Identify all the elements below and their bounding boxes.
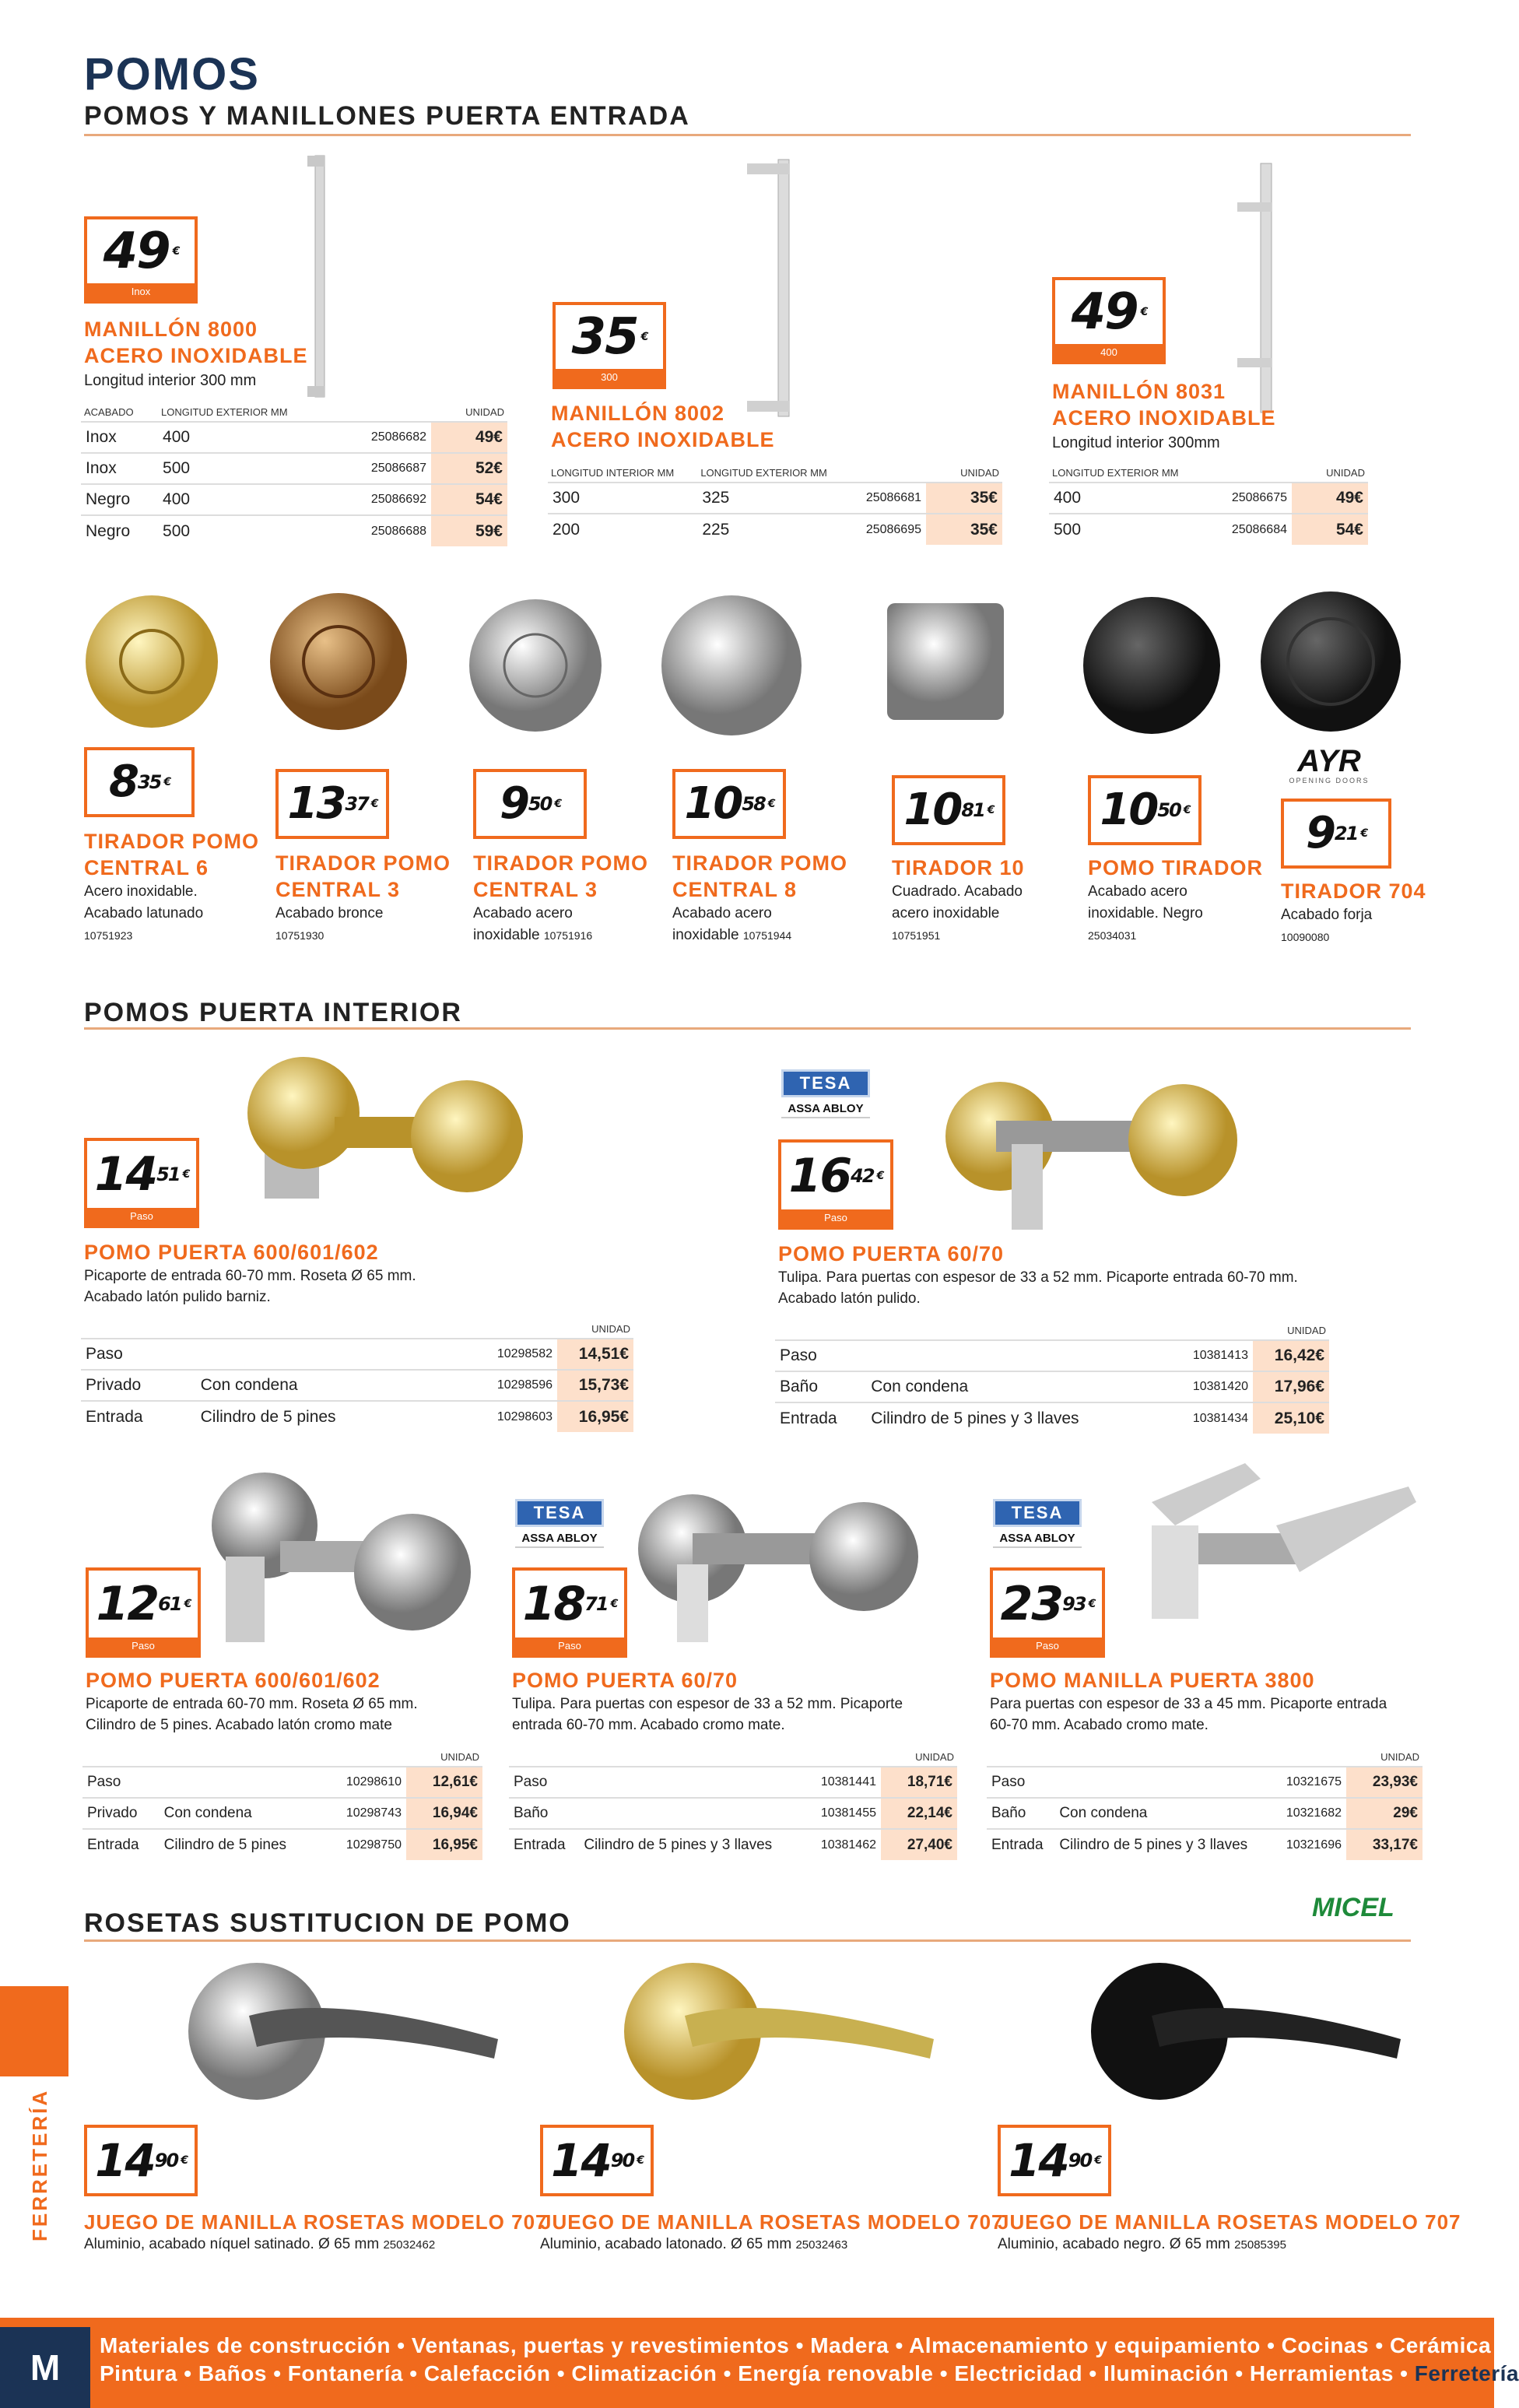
table-header: UNIDAD [960,467,999,479]
table-header: UNIDAD [591,1323,630,1335]
tesa-assa-abloy-logo: TESA ASSA ABLOY [781,1069,870,1118]
footer-link[interactable]: Materiales de construcción [100,2333,391,2357]
table-header [342,406,431,422]
knob-central-3-inox [469,599,602,732]
product-name: TIRADOR POMO CENTRAL 6 [84,830,259,879]
table-row: Negro 500 25086688 59€ [81,515,507,546]
table-header [1212,467,1292,483]
table-row: 300 325 25086681 35€ [548,483,1002,514]
knob-images [78,591,1416,732]
product-table [81,1323,633,1432]
product-name: JUEGO DE MANILLA ROSETAS MODELO 707 [84,2210,548,2234]
product-desc: Acabado acero inoxidable. Negro 25034031 [1088,883,1203,942]
product-name: TIRADOR POMO CENTRAL 3 [275,851,451,901]
table-header: LONGITUD EXTERIOR MM [1052,467,1179,479]
pomo-60-70-cromo-image [630,1479,926,1650]
product-name: TIRADOR POMO CENTRAL 3 [473,851,648,901]
product-name: POMO PUERTA 60/70 [512,1669,738,1692]
manillon-8000-image [307,156,339,405]
footer-link[interactable]: Herramientas [1249,2361,1394,2385]
footer-nav-line-1: Materiales de construcción • Ventanas, puertas y revestimientos • Madera • Almacenamiento y equipamiento • Cocinas • Cerámica [100,2333,1492,2357]
table-header: UNIDAD [1380,1751,1419,1763]
table-header: LONGITUD INTERIOR MM [551,467,675,479]
table-row: Privado Con condena 10298596 15,73€ [81,1370,633,1401]
price-value: 49 [1071,283,1138,341]
product-desc: Acero inoxidable. Acabado latunado 10751923 [84,883,204,942]
footer-link[interactable]: Pintura [100,2361,177,2385]
price-tag: 18 71 € Paso [512,1567,627,1658]
product-name-line: MANILLÓN 8000 [84,318,258,341]
product-name [84,316,308,369]
knob-pomo-tirador [1083,597,1220,734]
product-desc: Acabado acero inoxidable 10751916 [473,905,593,943]
table-header: UNIDAD [915,1751,954,1763]
table-row: Baño Con condena 10321682 29€ [987,1798,1423,1829]
footer-link[interactable]: Baños [198,2361,267,2385]
product-name [551,400,775,453]
table-header: ACABADO [84,406,134,418]
footer-link[interactable]: Climatización [571,2361,717,2385]
section-side-tab [0,1986,68,2076]
tesa-assa-abloy-logo: TESA ASSA ABLOY [515,1499,604,1548]
table-row: Baño Con condena 10381420 17,96€ [775,1371,1329,1402]
table-header: UNIDAD [465,406,504,418]
footer-link[interactable]: Cocinas [1281,2333,1370,2357]
price-tag: 8 35 € [84,747,195,817]
table-row: Paso 10381441 18,71€ [509,1767,957,1798]
footer-link[interactable]: Iluminación [1103,2361,1230,2385]
product-name: POMO PUERTA 600/601/602 [84,1241,379,1264]
section-divider [84,1027,1411,1030]
table-row: Privado Con condena 10298743 16,94€ [82,1798,482,1829]
price-tag: 9 21 € [1281,799,1391,869]
product-name: TIRADOR POMO CENTRAL 8 [672,851,847,901]
product-desc: Picaporte de entrada 60-70 mm. Roseta Ø 65 mm. Acabado latón pulido barniz. [84,1268,416,1305]
price-tag: 49 € Inox [84,216,198,304]
product-desc: Aluminio, acabado níquel satinado. Ø 65 mm 25032462 [84,2236,436,2252]
product-table [987,1751,1423,1860]
price-tag: 14 90 € [998,2125,1111,2196]
product-desc: Picaporte de entrada 60-70 mm. Roseta Ø 65 mm. Cilindro de 5 pines. Acabado latón cromo mate [86,1696,418,1733]
price-tag: 10 58 € [672,769,786,839]
product-table [775,1325,1329,1434]
pomo-60-70-laton-image [934,1066,1245,1237]
product-name: POMO MANILLA PUERTA 3800 [990,1669,1315,1692]
price-tag: 16 42 € Paso [778,1139,893,1230]
product-table [81,406,507,546]
footer-link[interactable]: Cerámica [1389,2333,1492,2357]
table-row: Paso 10321675 23,93€ [987,1767,1423,1798]
footer-link-current[interactable]: Ferretería [1414,2361,1519,2385]
price-value: 35 [571,308,638,366]
product-table [82,1751,482,1860]
product-name: POMO PUERTA 60/70 [778,1242,1005,1265]
price-value: 49 [103,223,170,280]
price-tag: 14 90 € [540,2125,654,2196]
table-row: Inox 500 25086687 52€ [81,453,507,484]
price-tag: 14 51 € Paso [84,1138,199,1228]
price-tag: 23 93 € Paso [990,1567,1105,1658]
table-row: Entrada Cilindro de 5 pines y 3 llaves 10381434 25,10€ [775,1402,1329,1434]
page-title: POMOS [84,49,260,100]
product-table [1049,467,1368,545]
product-desc: Tulipa. Para puertas con espesor de 33 a 52 mm. Picaporte entrada 60-70 mm. Acabado cromo mate. [512,1696,903,1733]
product-name: POMO PUERTA 600/601/602 [86,1669,381,1692]
table-header: LONGITUD EXTERIOR MM [161,406,288,418]
price-tag: 13 37 € [275,769,389,839]
roseta-latonado-image [615,1961,942,2101]
table-row: Entrada Cilindro de 5 pines 10298603 16,95€ [81,1401,633,1432]
knob-central-3-bronce [270,593,407,730]
product-name-line: ACERO INOXIDABLE [84,344,308,367]
price-tag: 10 50 € [1088,775,1202,845]
table-row: Paso 10381413 16,42€ [775,1340,1329,1371]
product-name-line: ACERO INOXIDABLE [1052,406,1276,430]
product-desc: Acabado forja 10090080 [1281,907,1373,943]
table-header: UNIDAD [1326,467,1365,479]
table-row: Entrada Cilindro de 5 pines y 3 llaves 10381462 27,40€ [509,1829,957,1860]
side-label: FERRETERÍA [28,2088,51,2241]
product-name-line: MANILLÓN 8002 [551,402,725,425]
roseta-negro-image [1082,1961,1408,2101]
table-header [851,467,926,483]
table-row: Entrada Cilindro de 5 pines 10298750 16,95€ [82,1829,482,1860]
product-name-line: MANILLÓN 8031 [1052,380,1226,403]
table-header: UNIDAD [1287,1325,1326,1336]
table-row: Paso 10298610 12,61€ [82,1767,482,1798]
product-table [509,1751,957,1860]
knob-central-6 [86,595,218,728]
footer-link[interactable]: Energía renovable [738,2361,934,2385]
price-label: 400 [1055,344,1163,361]
table-row: Inox 400 25086682 49€ [81,422,507,453]
table-row: 200 225 25086695 35€ [548,514,1002,545]
section-title-rosetas: ROSETAS SUSTITUCION DE POMO [84,1908,571,1938]
table-row: Entrada Cilindro de 5 pines y 3 llaves 10321696 33,17€ [987,1829,1423,1860]
footer-logo: M [0,2327,90,2408]
micel-logo: MICEL [1312,1893,1394,1922]
knob-tirador-704 [1261,591,1401,732]
knob-central-8 [661,595,802,735]
table-header: UNIDAD [440,1751,479,1763]
price-tag: 49 € 400 [1052,277,1166,364]
section-title-entrada: POMOS Y MANILLONES PUERTA ENTRADA [84,101,690,131]
knob-tirador-10 [887,603,1004,720]
product-desc: Longitud interior 300 mm [84,372,257,389]
product-desc: Aluminio, acabado latonado. Ø 65 mm 25032463 [540,2236,848,2252]
product-name-line: ACERO INOXIDABLE [551,428,775,451]
section-divider [84,134,1411,136]
price-tag: 9 50 € [473,769,587,839]
pomo-manilla-3800-image [1105,1455,1424,1634]
product-desc: Acabado bronce 10751930 [275,905,384,942]
table-row: 400 25086675 49€ [1049,483,1368,514]
price-tag: 10 81 € [892,775,1005,845]
table-row: 500 25086684 54€ [1049,514,1368,545]
footer-nav-line-2: Pintura • Baños • Fontanería • Calefacción • Climatización • Energía renovable • Electricidad • Iluminación • Herramientas • Ferretería [100,2361,1519,2385]
product-name: POMO TIRADOR [1088,856,1263,879]
table-row: Negro 400 25086692 54€ [81,484,507,515]
product-desc: Para puertas con espesor de 33 a 45 mm. Picaporte entrada 60-70 mm. Acabado cromo mate. [990,1696,1387,1733]
section-title-interior: POMOS PUERTA INTERIOR [84,998,462,1027]
product-table [548,467,1002,545]
price-tag: 35 € 300 [553,302,666,389]
product-name: TIRADOR 704 [1281,879,1426,903]
product-desc: Aluminio, acabado negro. Ø 65 mm 25085395 [998,2236,1286,2252]
roseta-niquel-image [179,1961,506,2101]
product-name: TIRADOR 10 [892,856,1025,879]
footer-link[interactable]: Madera [810,2333,889,2357]
table-row: Baño 10381455 22,14€ [509,1798,957,1829]
product-desc: Longitud interior 300mm [1052,434,1220,451]
product-name [1052,378,1276,431]
ayr-logo: AYR OPENING DOORS [1289,744,1370,785]
pomo-600-laton-image [233,1051,529,1222]
price-label: Inox [87,283,195,300]
product-desc: Acabado acero inoxidable 10751944 [672,905,792,943]
footer-link[interactable]: Ventanas, puertas y revestimientos [411,2333,790,2357]
tesa-assa-abloy-logo: TESA ASSA ABLOY [993,1499,1082,1548]
footer-link[interactable]: Electricidad [954,2361,1083,2385]
price-label: 300 [556,369,663,386]
table-row: Paso 10298582 14,51€ [81,1339,633,1370]
price-tag: 14 90 € [84,2125,198,2196]
footer-link[interactable]: Almacenamiento y equipamiento [909,2333,1261,2357]
footer-link[interactable]: Fontanería [287,2361,403,2385]
product-desc: Cuadrado. Acabado acero inoxidable 10751951 [892,883,1023,942]
product-name: JUEGO DE MANILLA ROSETAS MODELO 707 [540,2210,1004,2234]
price-tag: 12 61 € Paso [86,1567,201,1658]
table-header: LONGITUD EXTERIOR MM [700,467,827,479]
manillon-8002-image [747,160,794,424]
section-divider [84,1939,1411,1942]
footer-link[interactable]: Calefacción [423,2361,551,2385]
pomo-600-cromo-image [202,1471,482,1650]
product-desc: Tulipa. Para puertas con espesor de 33 a 52 mm. Picaporte entrada 60-70 mm. Acabado latón pulido. [778,1269,1298,1307]
product-name: JUEGO DE MANILLA ROSETAS MODELO 707 [998,2210,1461,2234]
